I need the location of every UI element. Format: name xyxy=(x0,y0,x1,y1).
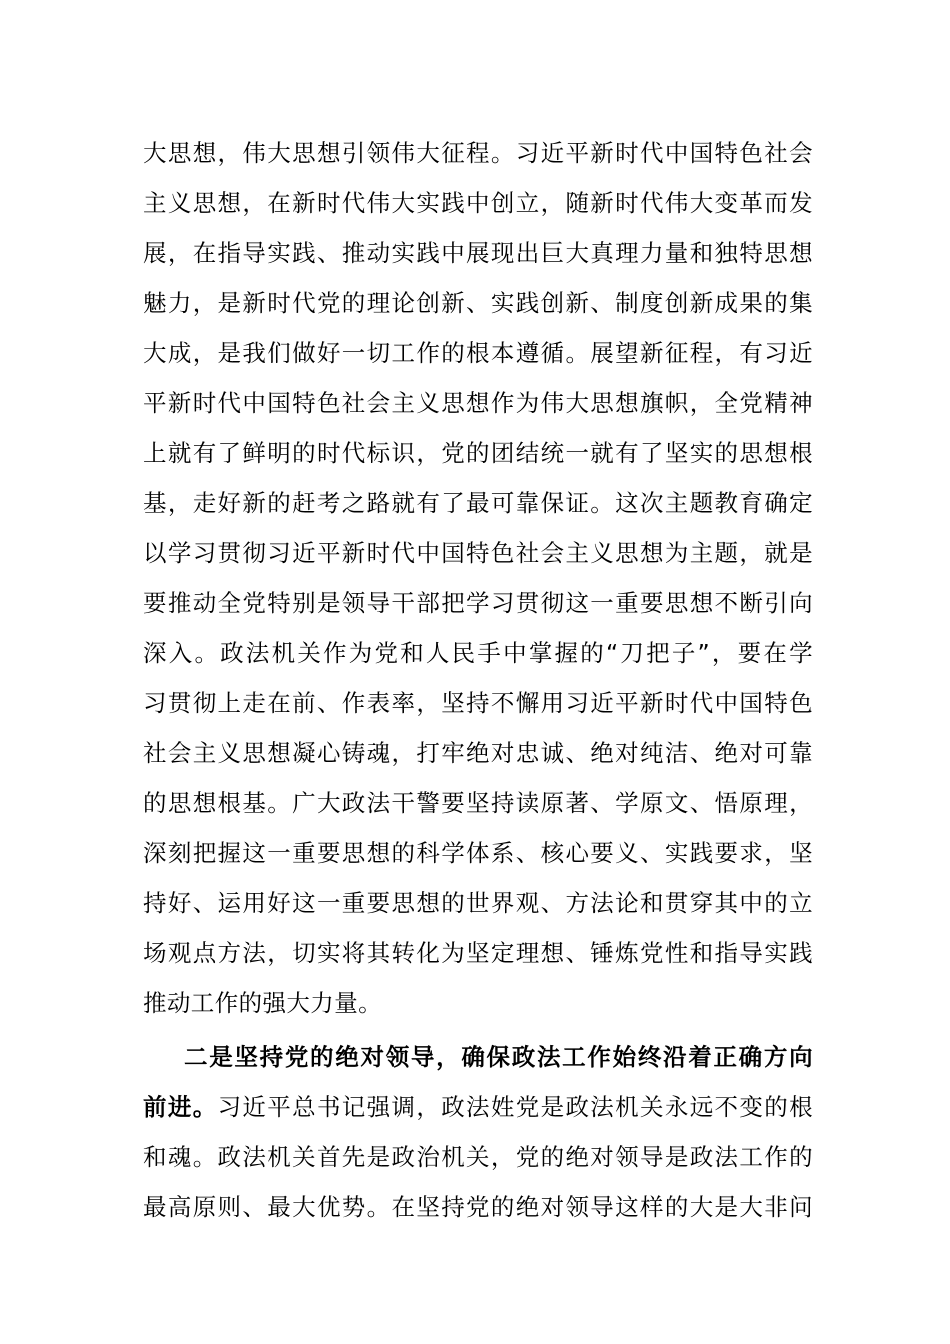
paragraph-2 xyxy=(143,1032,813,1232)
paragraph-1-line: 平新时代中国特色社会主义思想作为伟大思想旗帜，全党精神 xyxy=(143,389,813,417)
paragraph-1-line: 主义思想，在新时代伟大实践中创立，随新时代伟大变革而发 xyxy=(143,189,813,217)
paragraph-1-line: 深入。政法机关作为党和人民手中掌握的“刀把子”，要在学 xyxy=(143,639,813,667)
paragraph-1-line: 大思想，伟大思想引领伟大征程。习近平新时代中国特色社会 xyxy=(143,139,813,167)
paragraph-1-line: 的思想根基。广大政法干警要坚持读原著、学原文、悟原理， xyxy=(143,789,813,817)
paragraph-1 xyxy=(143,128,813,1028)
body-text xyxy=(143,128,813,1232)
paragraph-2-line-2-text: 习近平总书记强调，政法姓党是政法机关永远不变的根 xyxy=(217,1093,813,1121)
section-heading-line-2: 前进。 xyxy=(143,1093,218,1121)
paragraph-1-line: 推动工作的强大力量。 xyxy=(143,989,382,1017)
paragraph-1-line: 展，在指导实践、推动实践中展现出巨大真理力量和独特思想 xyxy=(143,239,813,267)
paragraph-1-line: 基，走好新的赶考之路就有了最可靠保证。这次主题教育确定 xyxy=(143,489,813,517)
paragraph-2-line-3: 和魂。政法机关首先是政治机关，党的绝对领导是政法工作的 xyxy=(143,1143,813,1171)
paragraph-2-line-4: 最高原则、最大优势。在坚持党的绝对领导这样的大是大非问 xyxy=(143,1193,813,1221)
paragraph-1-line: 以学习贯彻习近平新时代中国特色社会主义思想为主题，就是 xyxy=(143,539,813,567)
paragraph-1-line: 习贯彻上走在前、作表率，坚持不懈用习近平新时代中国特色 xyxy=(143,689,813,717)
paragraph-1-line: 场观点方法，切实将其转化为坚定理想、锤炼党性和指导实践 xyxy=(143,939,813,967)
paragraph-1-line: 大成，是我们做好一切工作的根本遵循。展望新征程，有习近 xyxy=(143,339,813,367)
paragraph-1-line: 上就有了鲜明的时代标识，党的团结统一就有了坚实的思想根 xyxy=(143,439,813,467)
paragraph-1-line: 要推动全党特别是领导干部把学习贯彻这一重要思想不断引向 xyxy=(143,589,813,617)
paragraph-1-line: 社会主义思想凝心铸魂，打牢绝对忠诚、绝对纯洁、绝对可靠 xyxy=(143,739,813,767)
paragraph-2-line-2 xyxy=(143,1082,813,1132)
paragraph-1-line: 魅力，是新时代党的理论创新、实践创新、制度创新成果的集 xyxy=(143,289,813,317)
paragraph-1-line: 持好、运用好这一重要思想的世界观、方法论和贯穿其中的立 xyxy=(143,889,813,917)
section-heading-line-1: 二是坚持党的绝对领导，确保政法工作始终沿着正确方向 xyxy=(184,1043,813,1071)
paragraph-1-line: 深刻把握这一重要思想的科学体系、核心要义、实践要求，坚 xyxy=(143,839,813,867)
